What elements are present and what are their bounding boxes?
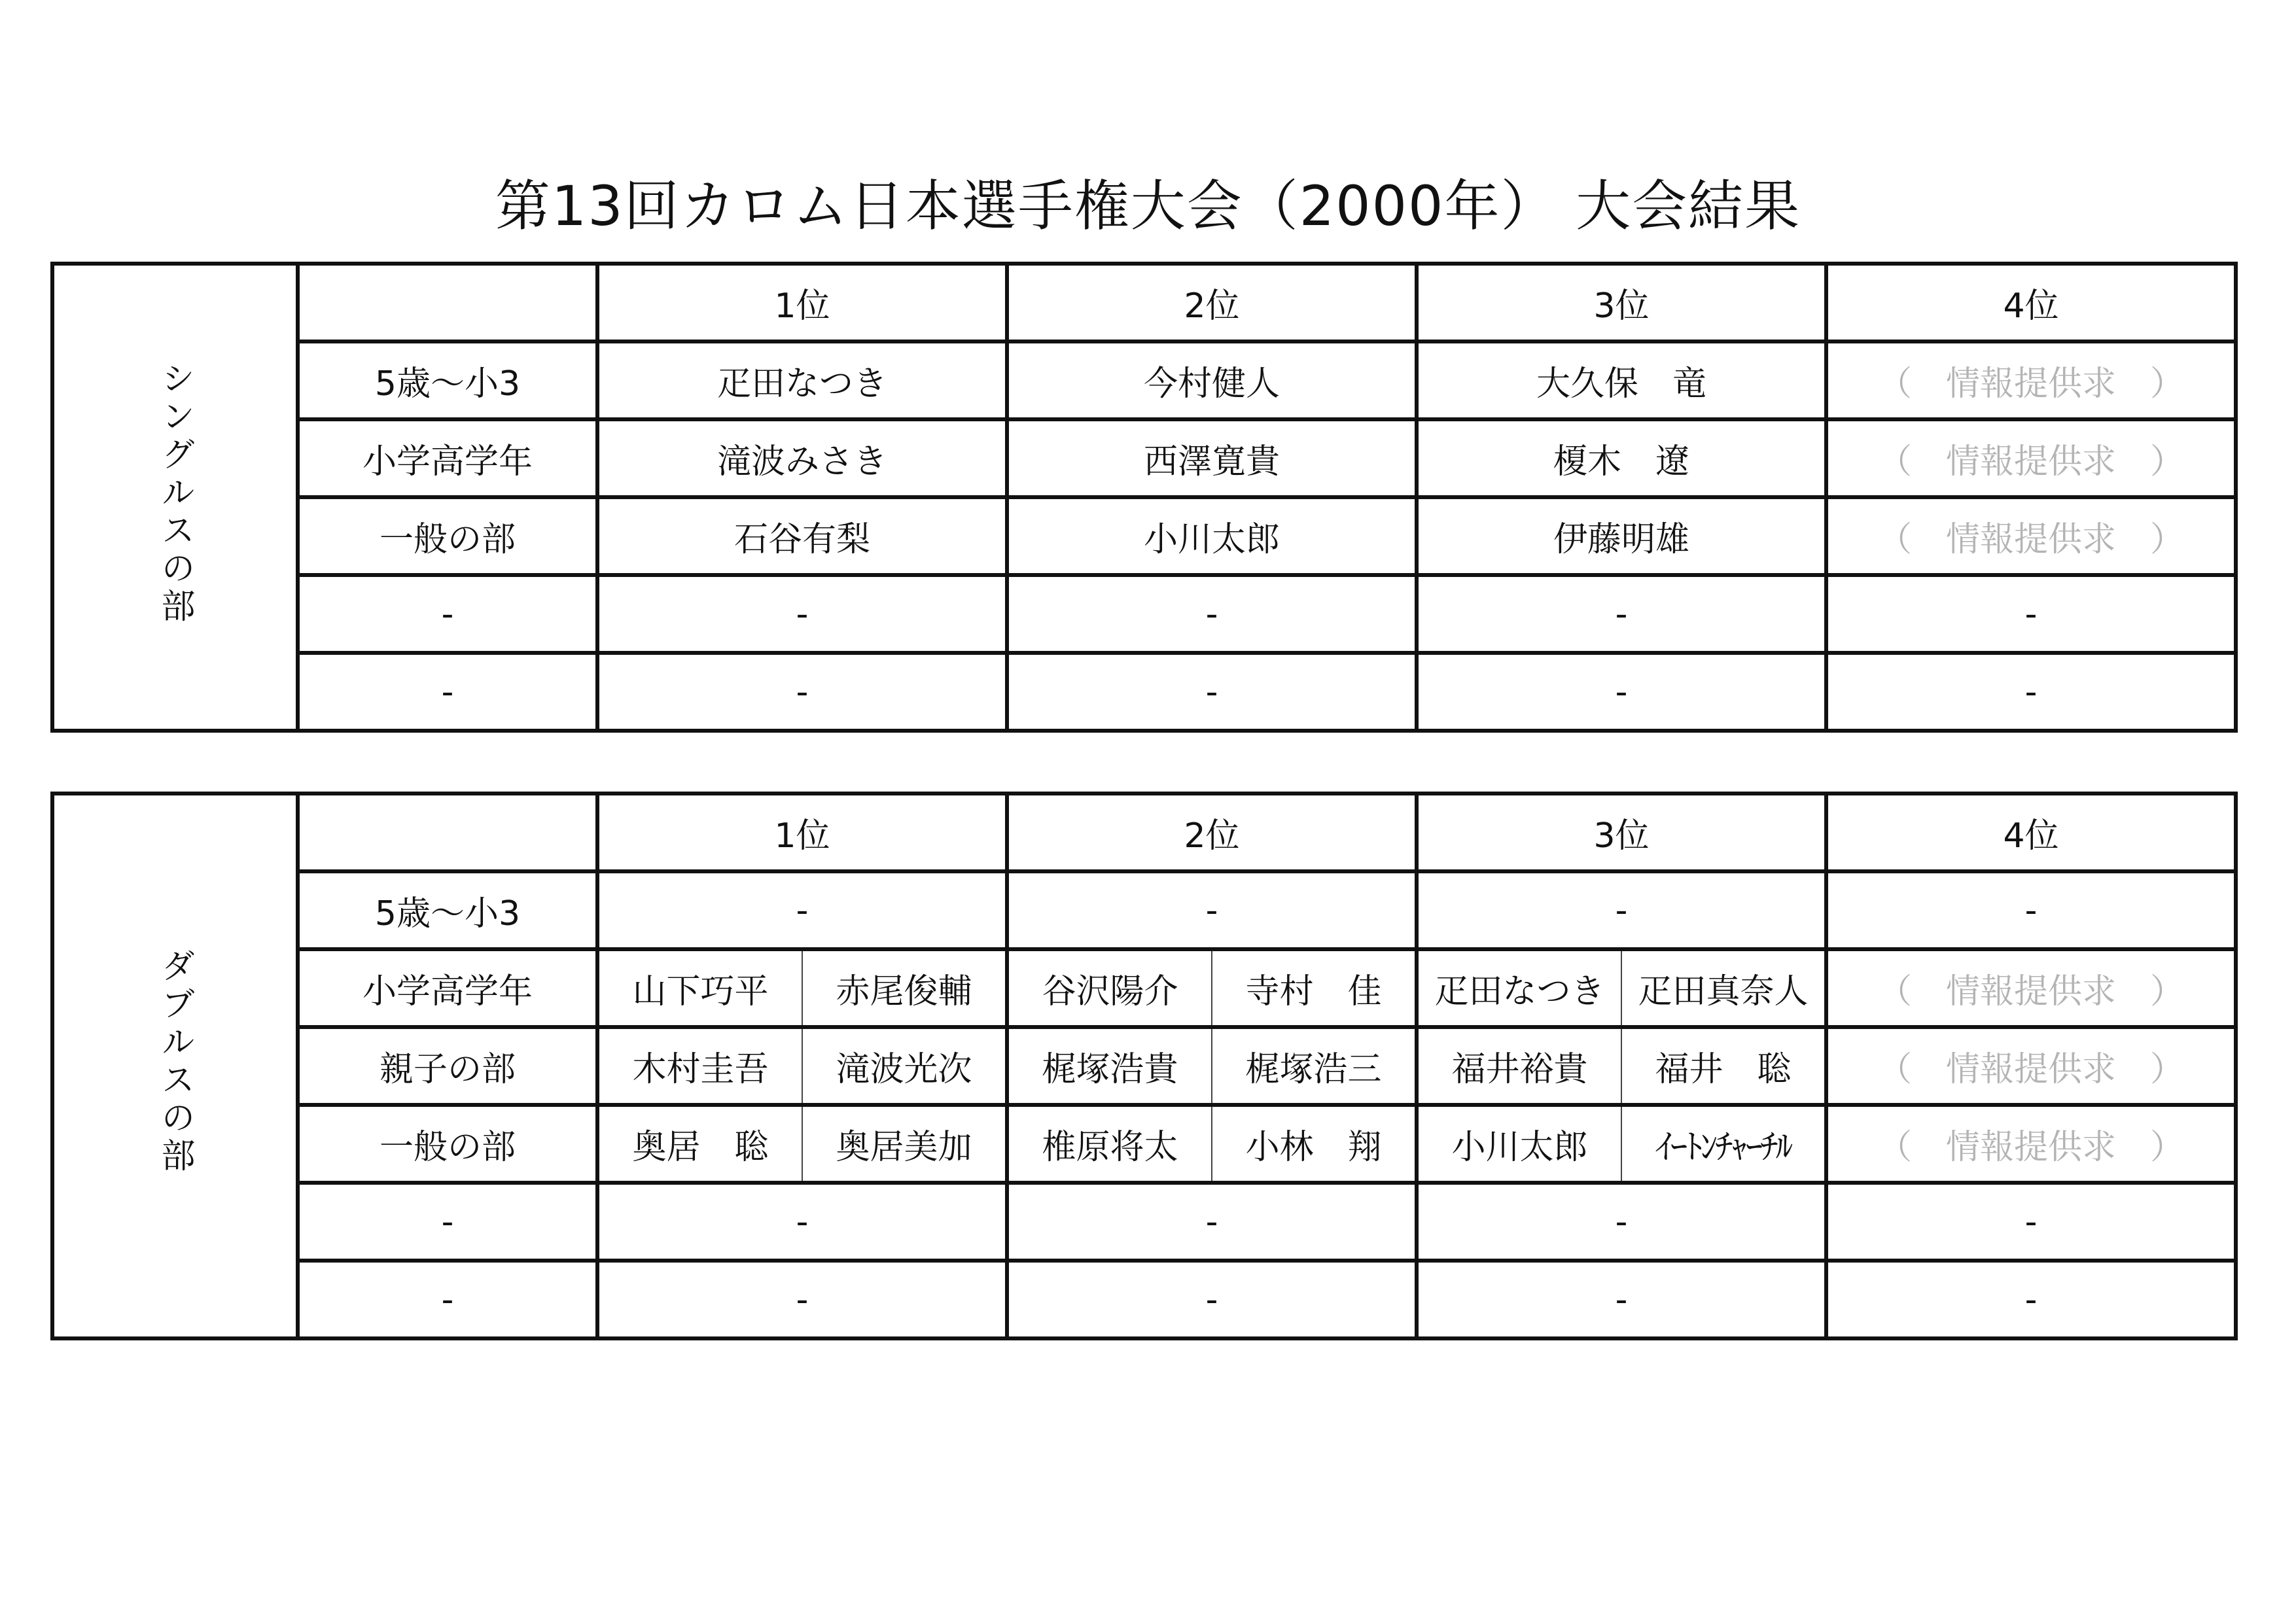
- category-cell: 親子の部: [298, 1027, 597, 1105]
- category-cell: -: [298, 1261, 597, 1338]
- partner-cell: 寺村 佳: [1212, 949, 1417, 1027]
- header-place-2: 2位: [1007, 794, 1417, 871]
- header-empty-cell: [298, 264, 597, 341]
- category-cell: 5歳〜小3: [298, 871, 597, 949]
- table-row: [52, 653, 2236, 731]
- table-header-row: [52, 264, 2236, 341]
- category-cell: -: [298, 653, 597, 731]
- result-cell: -: [1417, 1261, 1826, 1338]
- result-cell: 伊藤明雄: [1417, 497, 1826, 575]
- result-cell: -: [597, 653, 1007, 731]
- category-cell: 小学高学年: [298, 419, 597, 497]
- result-cell: 今村健人: [1007, 341, 1417, 419]
- partner-cell: 福井裕貴: [1417, 1027, 1621, 1105]
- result-cell: 疋田なつき: [597, 341, 1007, 419]
- category-cell: 一般の部: [298, 497, 597, 575]
- result-cell: 西澤寛貴: [1007, 419, 1417, 497]
- partner-cell: 木村圭吾: [597, 1027, 802, 1105]
- section-label-doubles: [52, 794, 298, 1338]
- result-cell: -: [1007, 653, 1417, 731]
- partner-cell: 奥居 聡: [597, 1105, 802, 1183]
- result-cell: -: [1417, 653, 1826, 731]
- partner-cell: 梶塚浩貴: [1007, 1027, 1212, 1105]
- partner-cell: 椎原将太: [1007, 1105, 1212, 1183]
- partner-cell: 疋田なつき: [1417, 949, 1621, 1027]
- result-cell: 大久保 竜: [1417, 341, 1826, 419]
- result-cell: -: [1417, 871, 1826, 949]
- header-place-3: 3位: [1417, 264, 1826, 341]
- result-cell: 小川太郎: [1007, 497, 1417, 575]
- partner-cell: ｲｰﾄﾝﾁｬｰﾁﾙ: [1621, 1105, 1826, 1183]
- result-cell: 滝波みさき: [597, 419, 1007, 497]
- info-wanted-cell: （ 情報提供求 ）: [1826, 341, 2236, 419]
- partner-cell: 赤尾俊輔: [802, 949, 1007, 1027]
- header-place-4: 4位: [1826, 794, 2236, 871]
- section-label-text: シングルスの部: [155, 360, 194, 626]
- info-wanted-cell: （ 情報提供求 ）: [1826, 1027, 2236, 1105]
- singles-results-table: [50, 262, 2238, 733]
- category-cell: -: [298, 1183, 597, 1261]
- result-cell: -: [1417, 575, 1826, 653]
- header-place-3: 3位: [1417, 794, 1826, 871]
- result-cell: -: [1007, 1183, 1417, 1261]
- header-place-1: 1位: [597, 794, 1007, 871]
- table-row: [52, 341, 2236, 419]
- info-wanted-cell: （ 情報提供求 ）: [1826, 497, 2236, 575]
- partner-cell: 山下巧平: [597, 949, 802, 1027]
- result-cell: -: [1007, 1261, 1417, 1338]
- result-cell: -: [597, 871, 1007, 949]
- partner-cell: 奥居美加: [802, 1105, 1007, 1183]
- table-row: [52, 497, 2236, 575]
- table-header-row: [52, 794, 2236, 871]
- info-wanted-cell: （ 情報提供求 ）: [1826, 419, 2236, 497]
- partner-cell: 小川太郎: [1417, 1105, 1621, 1183]
- partner-cell: 小林 翔: [1212, 1105, 1417, 1183]
- table-row: [52, 949, 2236, 1027]
- result-cell: -: [1826, 575, 2236, 653]
- info-wanted-cell: （ 情報提供求 ）: [1826, 1105, 2236, 1183]
- table-row: [52, 871, 2236, 949]
- result-cell: -: [1826, 871, 2236, 949]
- category-cell: 小学高学年: [298, 949, 597, 1027]
- category-cell: 5歳〜小3: [298, 341, 597, 419]
- result-cell: -: [597, 1261, 1007, 1338]
- header-place-2: 2位: [1007, 264, 1417, 341]
- doubles-results-table: [50, 792, 2238, 1340]
- table-row: [52, 1261, 2236, 1338]
- result-cell: 石谷有梨: [597, 497, 1007, 575]
- result-cell: -: [1007, 575, 1417, 653]
- result-cell: -: [1826, 653, 2236, 731]
- partner-cell: 滝波光次: [802, 1027, 1007, 1105]
- header-place-4: 4位: [1826, 264, 2236, 341]
- header-place-1: 1位: [597, 264, 1007, 341]
- result-cell: -: [1007, 871, 1417, 949]
- table-row: [52, 1183, 2236, 1261]
- table-row: [52, 1027, 2236, 1105]
- info-wanted-cell: （ 情報提供求 ）: [1826, 949, 2236, 1027]
- partner-cell: 福井 聡: [1621, 1027, 1826, 1105]
- page-title: 第13回カロム日本選手権大会（2000年） 大会結果: [495, 174, 1801, 238]
- result-cell: -: [597, 1183, 1007, 1261]
- section-label-text: ダブルスの部: [155, 948, 194, 1176]
- header-empty-cell: [298, 794, 597, 871]
- table-row: [52, 1105, 2236, 1183]
- category-cell: 一般の部: [298, 1105, 597, 1183]
- result-cell: -: [1417, 1183, 1826, 1261]
- partner-cell: 疋田真奈人: [1621, 949, 1826, 1027]
- table-row: [52, 419, 2236, 497]
- category-cell: -: [298, 575, 597, 653]
- result-cell: -: [1826, 1261, 2236, 1338]
- partner-cell: 梶塚浩三: [1212, 1027, 1417, 1105]
- table-row: [52, 575, 2236, 653]
- partner-cell: 谷沢陽介: [1007, 949, 1212, 1027]
- section-label-singles: [52, 264, 298, 731]
- result-cell: 榎木 遼: [1417, 419, 1826, 497]
- result-cell: -: [597, 575, 1007, 653]
- result-cell: -: [1826, 1183, 2236, 1261]
